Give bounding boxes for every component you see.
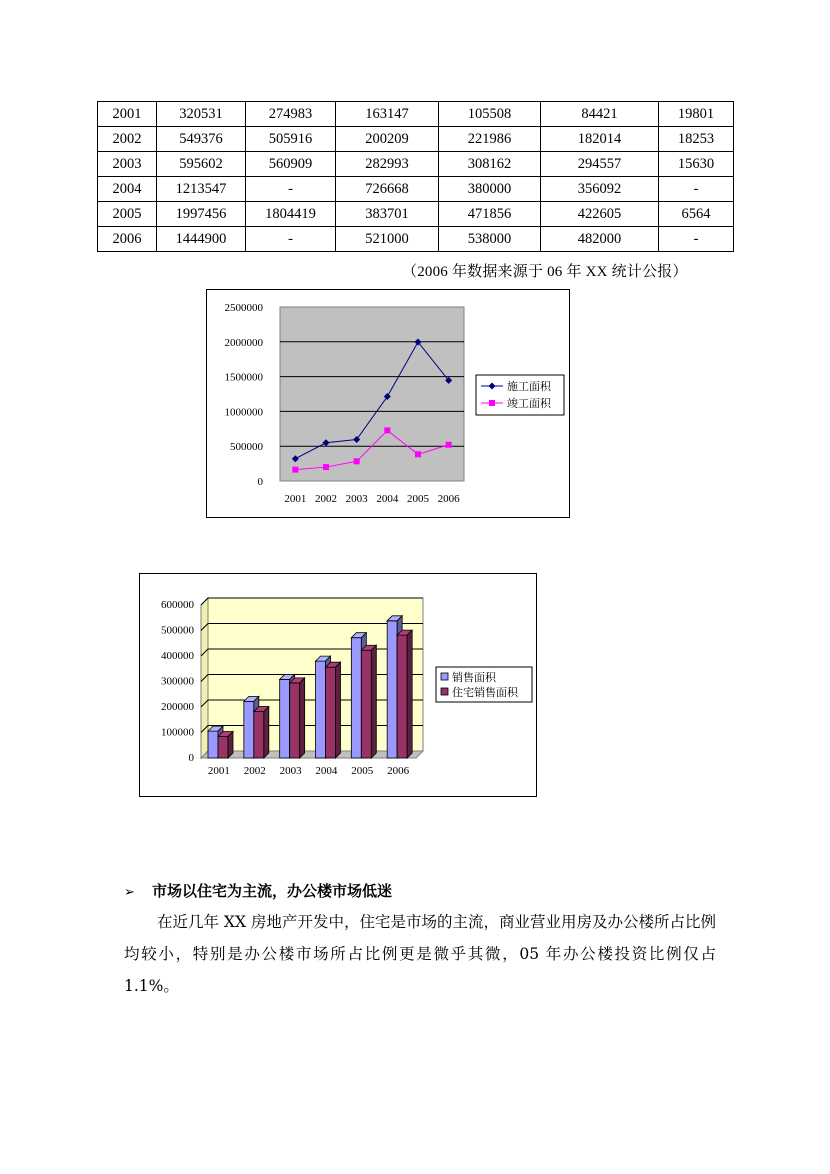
- table-row: [98, 227, 734, 252]
- table-cell: 1444900: [157, 227, 246, 252]
- legend-marker: [489, 400, 495, 406]
- table-cell: 471856: [439, 202, 541, 227]
- y-tick-label: 1000000: [224, 406, 263, 419]
- y-tick-label: 400000: [161, 650, 194, 662]
- table-cell: 726668: [336, 177, 439, 202]
- table-cell: 2004: [98, 177, 157, 202]
- data-point: [292, 467, 298, 473]
- table-row: [98, 102, 734, 127]
- table-cell: 549376: [157, 127, 246, 152]
- table-cell: 521000: [336, 227, 439, 252]
- table-cell: 182014: [541, 127, 659, 152]
- table-cell: 15630: [659, 152, 734, 177]
- table-cell: 2001: [98, 102, 157, 127]
- line-chart-construction-area: [206, 289, 570, 518]
- bar-front: [280, 679, 290, 758]
- table-cell: 282993: [336, 152, 439, 177]
- bar-front: [208, 731, 218, 758]
- x-tick-label: 2004: [315, 765, 338, 777]
- table-cell: 19801: [659, 102, 734, 127]
- legend-label: 住宅销售面积: [452, 687, 518, 699]
- legend-swatch: [441, 673, 448, 680]
- table-cell: 274983: [246, 102, 336, 127]
- bar-side: [264, 707, 269, 758]
- table-cell: 422605: [541, 202, 659, 227]
- table-cell: 482000: [541, 227, 659, 252]
- bar-residential: [397, 630, 412, 758]
- table-cell: 2002: [98, 127, 157, 152]
- bar-side: [371, 645, 376, 758]
- bar-residential: [218, 731, 233, 758]
- data-point: [354, 458, 360, 464]
- table-row: [98, 127, 734, 152]
- data-point: [446, 442, 452, 448]
- bar-front: [397, 635, 407, 758]
- data-point: [415, 451, 421, 457]
- y-tick-label: 500000: [230, 441, 263, 454]
- bar-front: [290, 683, 300, 758]
- y-tick-label: 0: [188, 752, 194, 764]
- table-cell: 294557: [541, 152, 659, 177]
- table-cell: 380000: [439, 177, 541, 202]
- section-heading-text: 市场以住宅为主流，办公楼市场低迷: [152, 882, 393, 900]
- y-tick-label: 0: [257, 476, 263, 488]
- table-cell: 320531: [157, 102, 246, 127]
- x-tick-label: 2001: [207, 765, 230, 777]
- table-cell: 2006: [98, 227, 157, 252]
- table-cell: 18253: [659, 127, 734, 152]
- table-cell: 356092: [541, 177, 659, 202]
- table-cell: 221986: [439, 127, 541, 152]
- y-tick-label: 100000: [161, 726, 194, 739]
- data-point: [384, 427, 390, 433]
- table-row: [98, 177, 734, 202]
- table-cell: -: [246, 177, 336, 202]
- x-tick-label: 2001: [284, 493, 307, 505]
- legend-label: 销售面积: [452, 672, 496, 684]
- source-note: （2006 年数据来源于 06 年 XX 统计公报）: [402, 264, 688, 280]
- table-cell: 6564: [659, 202, 734, 227]
- section-paragraph: 在近几年 XX 房地产开发中，住宅是市场的主流，商业营业用房及办公楼所占比例均较小，特别是办公楼市场所占比例更是微乎其微，05 年办公楼投资比例仅占 1.1%。: [124, 913, 716, 995]
- bar-front: [218, 736, 228, 758]
- table-cell: -: [246, 227, 336, 252]
- x-tick-label: 2005: [407, 493, 429, 505]
- bar-residential: [290, 678, 305, 758]
- x-tick-label: 2002: [315, 493, 337, 505]
- x-tick-label: 2003: [345, 493, 368, 505]
- table-cell: 560909: [246, 152, 336, 177]
- arrow-bullet-icon: ➢: [124, 885, 135, 900]
- bar-side: [336, 662, 341, 758]
- x-tick-label: 2005: [351, 765, 374, 777]
- x-tick-label: 2002: [243, 765, 266, 777]
- table-cell: 2005: [98, 202, 157, 227]
- table-cell: 105508: [439, 102, 541, 127]
- table-cell: 595602: [157, 152, 246, 177]
- bar-front: [361, 650, 371, 758]
- y-tick-label: 500000: [161, 624, 194, 637]
- bar-chart-sales-area: [139, 573, 537, 797]
- bar-residential: [361, 645, 376, 758]
- table-row: [98, 152, 734, 177]
- statistics-table: [97, 101, 734, 252]
- section-heading: [124, 880, 392, 901]
- y-tick-label: 200000: [161, 701, 194, 713]
- table-cell: 1213547: [157, 177, 246, 202]
- bar-side: [407, 630, 412, 758]
- table-cell: 308162: [439, 152, 541, 177]
- table-cell: 1804419: [246, 202, 336, 227]
- plot-area: [280, 307, 464, 481]
- table-cell: 84421: [541, 102, 659, 127]
- bar-front: [254, 712, 264, 758]
- x-tick-label: 2004: [376, 493, 399, 505]
- table-cell: 538000: [439, 227, 541, 252]
- data-point: [323, 464, 329, 470]
- x-tick-label: 2003: [279, 765, 302, 777]
- bar-front: [244, 701, 254, 758]
- bar-front: [316, 661, 326, 758]
- legend-label: 竣工面积: [507, 398, 551, 410]
- x-tick-label: 2006: [387, 765, 410, 777]
- legend-label: 施工面积: [507, 381, 551, 393]
- bar-front: [351, 638, 361, 758]
- table-cell: 383701: [336, 202, 439, 227]
- bar-residential: [254, 707, 269, 758]
- bar-residential: [326, 662, 341, 758]
- table-cell: 2003: [98, 152, 157, 177]
- legend-swatch: [441, 688, 448, 695]
- table-cell: 200209: [336, 127, 439, 152]
- y-tick-label: 2500000: [224, 302, 263, 314]
- y-tick-label: 2000000: [224, 336, 263, 349]
- table-cell: -: [659, 177, 734, 202]
- bar-front: [326, 667, 336, 758]
- y-tick-label: 1500000: [224, 371, 263, 384]
- table-cell: 1997456: [157, 202, 246, 227]
- bar-side: [300, 678, 305, 758]
- y-tick-label: 300000: [161, 675, 194, 688]
- table-cell: 505916: [246, 127, 336, 152]
- bar-side: [228, 731, 233, 758]
- table-row: [98, 202, 734, 227]
- table-cell: -: [659, 227, 734, 252]
- x-tick-label: 2006: [437, 493, 460, 505]
- table-cell: 163147: [336, 102, 439, 127]
- y-tick-label: 600000: [161, 599, 194, 611]
- bar-front: [387, 621, 397, 758]
